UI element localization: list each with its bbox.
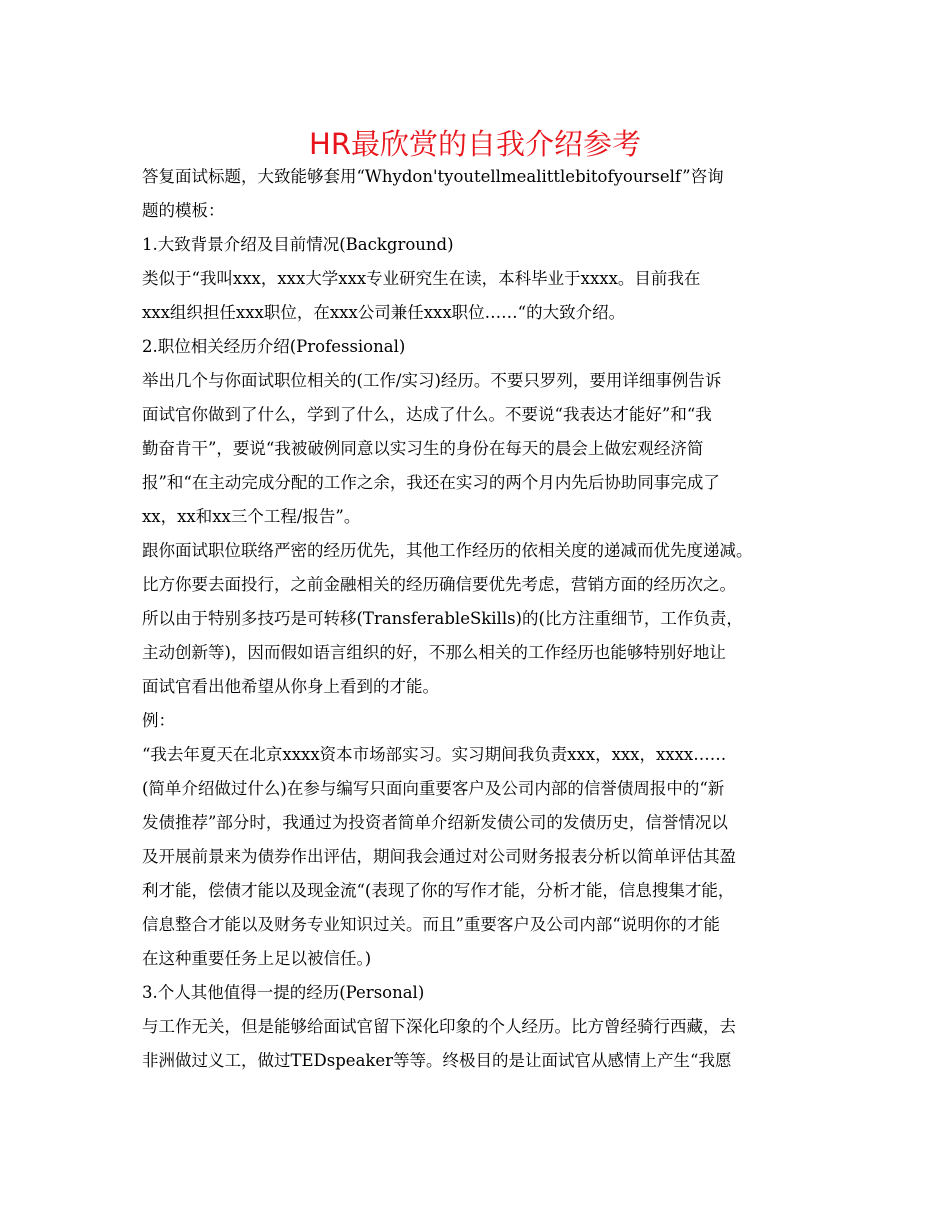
text-line: 面试官你做到了什么，学到了什么，达成了什么。不要说“我表达才能好”和“我	[142, 405, 712, 424]
text-line: 答复面试标题，大致能够套用“Whydon'tyoutellmealittlebitofyourself”咨询	[142, 167, 724, 186]
example-label: 例：	[142, 711, 175, 730]
text-line: “我去年夏天在北京xxxx资本市场部实习。实习期间我负责xxx，xxx，xxxx……	[142, 745, 727, 764]
text-line: 主动创新等)，因而假如语言组织的好，不那么相关的工作经历也能够特别好地让	[142, 643, 726, 662]
section-heading: 3.个人其他值得一提的经历(Personal)	[142, 983, 425, 1002]
text-line: 勤奋肯干”，要说“我被破例同意以实习生的身份在每天的晨会上做宏观经济简	[142, 439, 704, 458]
text-line: xx，xx和xx三个工程/报告”。	[142, 507, 361, 526]
text-line: 题的模板：	[142, 201, 225, 220]
section-heading: 2.职位相关经历介绍(Professional)	[142, 337, 406, 356]
text-line: 类似于“我叫xxx，xxx大学xxx专业研究生在读，本科毕业于xxxx。目前我在	[142, 269, 701, 288]
text-line: 比方你要去面投行，之前金融相关的经历确信要优先考虑，营销方面的经历次之。	[142, 575, 736, 594]
text-line: 信息整合才能以及财务专业知识过关。而且”重要客户及公司内部“说明你的才能	[142, 915, 720, 934]
text-line: 举出几个与你面试职位相关的(工作/实习)经历。不要只罗列，要用详细事例告诉	[142, 371, 722, 390]
text-line: 跟你面试职位联络严密的经历优先，其他工作经历的依相关度的递减而优先度递减。	[142, 541, 753, 560]
text-line: 所以由于特别多技巧是可转移(TransferableSkills)的(比方注重细节，工作负责，	[142, 609, 743, 628]
text-line: 利才能，偿债才能以及现金流“(表现了你的写作才能，分析才能，信息搜集才能，	[142, 881, 735, 900]
text-line: (简单介绍做过什么)在参与编写只面向重要客户及公司内部的信誉债周报中的“新	[142, 779, 725, 798]
document-body	[142, 160, 822, 1078]
text-line: 报”和“在主动完成分配的工作之余，我还在实习的两个月内先后协助同事完成了	[142, 473, 720, 492]
text-line: 与工作无关，但是能够给面试官留下深化印象的个人经历。比方曾经骑行西藏，去	[142, 1017, 736, 1036]
text-line: 发债推荐”部分时，我通过为投资者简单介绍新发债公司的发债历史，信誉情况以	[142, 813, 728, 832]
document-title: HR最欣赏的自我介绍参考	[309, 127, 641, 161]
text-line: 非洲做过义工，做过TEDspeaker等等。终极目的是让面试官从感情上产生“我愿	[142, 1051, 732, 1070]
text-line: xxx组织担任xxx职位，在xxx公司兼任xxx职位……“的大致介绍。	[142, 303, 626, 322]
section-heading: 1.大致背景介绍及目前情况(Background)	[142, 235, 454, 254]
text-line: 在这种重要任务上足以被信任。)	[142, 949, 372, 968]
text-line: 及开展前景来为债券作出评估，期间我会通过对公司财务报表分析以简单评估其盈	[142, 847, 736, 866]
text-line: 面试官看出他希望从你身上看到的才能。	[142, 677, 439, 696]
